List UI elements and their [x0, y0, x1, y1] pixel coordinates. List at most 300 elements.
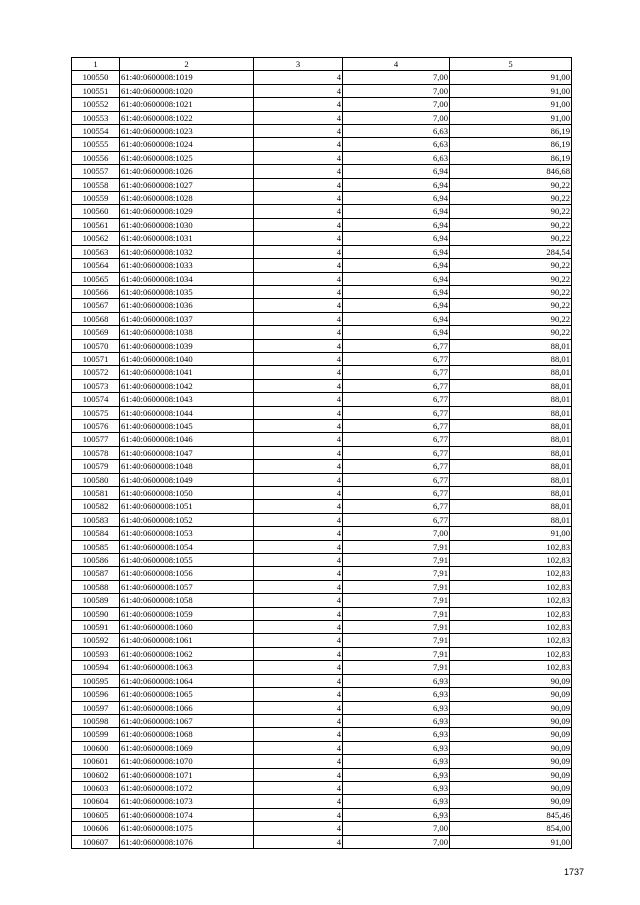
cadastral-number-cell: 61:40:0600008:1023: [120, 125, 254, 138]
table-row: [72, 352, 572, 365]
row-number-cell: 100580: [72, 473, 120, 486]
area-cell: 102,83: [450, 634, 572, 647]
value-cell: 6,93: [343, 674, 450, 687]
floor-cell: 4: [254, 634, 343, 647]
value-cell: 6,94: [343, 218, 450, 231]
floor-cell: 4: [254, 728, 343, 741]
floor-cell: 4: [254, 755, 343, 768]
floor-cell: 4: [254, 352, 343, 365]
floor-cell: 4: [254, 393, 343, 406]
area-cell: 88,01: [450, 366, 572, 379]
area-cell: 90,09: [450, 714, 572, 727]
area-cell: 88,01: [450, 513, 572, 526]
area-cell: 90,09: [450, 755, 572, 768]
floor-cell: 4: [254, 84, 343, 97]
row-number-cell: 100565: [72, 272, 120, 285]
row-number-cell: 100570: [72, 339, 120, 352]
cadastral-number-cell: 61:40:0600008:1038: [120, 326, 254, 339]
row-number-cell: 100601: [72, 755, 120, 768]
value-cell: 6,63: [343, 151, 450, 164]
table-row: [72, 192, 572, 205]
floor-cell: 4: [254, 71, 343, 84]
cadastral-number-cell: 61:40:0600008:1054: [120, 540, 254, 553]
value-cell: 7,91: [343, 607, 450, 620]
value-cell: 6,94: [343, 245, 450, 258]
floor-cell: 4: [254, 661, 343, 674]
row-number-cell: 100566: [72, 285, 120, 298]
area-cell: 90,09: [450, 781, 572, 794]
value-cell: 6,94: [343, 205, 450, 218]
cadastral-number-cell: 61:40:0600008:1068: [120, 728, 254, 741]
floor-cell: 4: [254, 674, 343, 687]
table-row: [72, 714, 572, 727]
table-row: [72, 567, 572, 580]
cadastral-number-cell: 61:40:0600008:1035: [120, 285, 254, 298]
value-cell: 6,93: [343, 688, 450, 701]
cadastral-number-cell: 61:40:0600008:1025: [120, 151, 254, 164]
cadastral-number-cell: 61:40:0600008:1075: [120, 822, 254, 835]
table-row: [72, 285, 572, 298]
floor-cell: 4: [254, 701, 343, 714]
value-cell: 6,77: [343, 460, 450, 473]
table-row: [72, 621, 572, 634]
value-cell: 6,77: [343, 500, 450, 513]
cadastral-number-cell: 61:40:0600008:1064: [120, 674, 254, 687]
row-number-cell: 100574: [72, 393, 120, 406]
value-cell: 6,77: [343, 473, 450, 486]
cadastral-number-cell: 61:40:0600008:1032: [120, 245, 254, 258]
cadastral-number-cell: 61:40:0600008:1073: [120, 795, 254, 808]
floor-cell: 4: [254, 473, 343, 486]
area-cell: 90,09: [450, 674, 572, 687]
cadastral-number-cell: 61:40:0600008:1069: [120, 741, 254, 754]
row-number-cell: 100598: [72, 714, 120, 727]
area-cell: 90,09: [450, 688, 572, 701]
value-cell: 6,93: [343, 701, 450, 714]
value-cell: 6,94: [343, 272, 450, 285]
row-number-cell: 100563: [72, 245, 120, 258]
cadastral-number-cell: 61:40:0600008:1074: [120, 808, 254, 821]
floor-cell: 4: [254, 151, 343, 164]
table-row: [72, 674, 572, 687]
table-row: [72, 339, 572, 352]
area-cell: 91,00: [450, 98, 572, 111]
cadastral-number-cell: 61:40:0600008:1039: [120, 339, 254, 352]
cadastral-number-cell: 61:40:0600008:1048: [120, 460, 254, 473]
value-cell: 6,77: [343, 393, 450, 406]
value-cell: 7,91: [343, 594, 450, 607]
table-row: [72, 701, 572, 714]
row-number-cell: 100593: [72, 647, 120, 660]
row-number-cell: 100573: [72, 379, 120, 392]
row-number-cell: 100590: [72, 607, 120, 620]
value-cell: 6,94: [343, 178, 450, 191]
floor-cell: 4: [254, 406, 343, 419]
cadastral-number-cell: 61:40:0600008:1065: [120, 688, 254, 701]
row-number-cell: 100588: [72, 580, 120, 593]
value-cell: 7,00: [343, 98, 450, 111]
row-number-cell: 100572: [72, 366, 120, 379]
value-cell: 6,94: [343, 326, 450, 339]
value-cell: 6,77: [343, 487, 450, 500]
value-cell: 6,77: [343, 419, 450, 432]
value-cell: 6,94: [343, 192, 450, 205]
cadastral-number-cell: 61:40:0600008:1062: [120, 647, 254, 660]
floor-cell: 4: [254, 232, 343, 245]
row-number-cell: 100564: [72, 259, 120, 272]
floor-cell: 4: [254, 647, 343, 660]
area-cell: 102,83: [450, 607, 572, 620]
row-number-cell: 100576: [72, 419, 120, 432]
area-cell: 90,22: [450, 259, 572, 272]
area-cell: 88,01: [450, 500, 572, 513]
area-cell: 90,22: [450, 285, 572, 298]
table-row: [72, 728, 572, 741]
table-row: [72, 647, 572, 660]
table-body: [72, 58, 572, 849]
floor-cell: 4: [254, 567, 343, 580]
value-cell: 6,93: [343, 728, 450, 741]
value-cell: 6,93: [343, 795, 450, 808]
value-cell: 6,63: [343, 125, 450, 138]
floor-cell: 4: [254, 125, 343, 138]
area-cell: 86,19: [450, 151, 572, 164]
cadastral-number-cell: 61:40:0600008:1031: [120, 232, 254, 245]
area-cell: 88,01: [450, 487, 572, 500]
floor-cell: 4: [254, 419, 343, 432]
table-row: [72, 781, 572, 794]
cadastral-number-cell: 61:40:0600008:1072: [120, 781, 254, 794]
area-cell: 90,09: [450, 701, 572, 714]
row-number-cell: 100605: [72, 808, 120, 821]
area-cell: 90,22: [450, 218, 572, 231]
area-cell: 91,00: [450, 527, 572, 540]
table-row: [72, 312, 572, 325]
floor-cell: 4: [254, 285, 343, 298]
floor-cell: 4: [254, 98, 343, 111]
area-cell: 90,22: [450, 192, 572, 205]
row-number-cell: 100550: [72, 71, 120, 84]
area-cell: 91,00: [450, 84, 572, 97]
floor-cell: 4: [254, 165, 343, 178]
row-number-cell: 100559: [72, 192, 120, 205]
row-number-cell: 100554: [72, 125, 120, 138]
area-cell: 88,01: [450, 433, 572, 446]
value-cell: 6,77: [343, 446, 450, 459]
table-row: [72, 178, 572, 191]
row-number-cell: 100602: [72, 768, 120, 781]
value-cell: 7,00: [343, 822, 450, 835]
row-number-cell: 100582: [72, 500, 120, 513]
table-row: [72, 473, 572, 486]
area-cell: 102,83: [450, 554, 572, 567]
area-cell: 102,83: [450, 647, 572, 660]
cadastral-number-cell: 61:40:0600008:1030: [120, 218, 254, 231]
area-cell: 88,01: [450, 406, 572, 419]
row-number-cell: 100557: [72, 165, 120, 178]
row-number-cell: 100587: [72, 567, 120, 580]
row-number-cell: 100597: [72, 701, 120, 714]
floor-cell: 4: [254, 178, 343, 191]
floor-cell: 4: [254, 460, 343, 473]
area-cell: 90,09: [450, 795, 572, 808]
table-row: [72, 527, 572, 540]
area-cell: 90,09: [450, 728, 572, 741]
table-row: [72, 808, 572, 821]
cadastral-number-cell: 61:40:0600008:1060: [120, 621, 254, 634]
floor-cell: 4: [254, 835, 343, 848]
table-row: [72, 71, 572, 84]
row-number-cell: 100607: [72, 835, 120, 848]
area-cell: 86,19: [450, 125, 572, 138]
row-number-cell: 100583: [72, 513, 120, 526]
table-row: [72, 138, 572, 151]
row-number-cell: 100606: [72, 822, 120, 835]
table-row: [72, 594, 572, 607]
row-number-cell: 100562: [72, 232, 120, 245]
value-cell: 6,94: [343, 165, 450, 178]
table-row: [72, 513, 572, 526]
value-cell: 6,94: [343, 232, 450, 245]
floor-cell: 4: [254, 768, 343, 781]
row-number-cell: 100553: [72, 111, 120, 124]
floor-cell: 4: [254, 487, 343, 500]
table-row: [72, 755, 572, 768]
table-row: [72, 379, 572, 392]
row-number-cell: 100569: [72, 326, 120, 339]
value-cell: 6,94: [343, 312, 450, 325]
cadastral-number-cell: 61:40:0600008:1061: [120, 634, 254, 647]
table-row: [72, 419, 572, 432]
cadastral-number-cell: 61:40:0600008:1049: [120, 473, 254, 486]
floor-cell: 4: [254, 272, 343, 285]
area-cell: 102,83: [450, 540, 572, 553]
floor-cell: 4: [254, 714, 343, 727]
cadastral-number-cell: 61:40:0600008:1050: [120, 487, 254, 500]
cadastral-number-cell: 61:40:0600008:1047: [120, 446, 254, 459]
floor-cell: 4: [254, 580, 343, 593]
row-number-cell: 100591: [72, 621, 120, 634]
cadastral-number-cell: 61:40:0600008:1055: [120, 554, 254, 567]
value-cell: 6,94: [343, 299, 450, 312]
value-cell: 6,77: [343, 406, 450, 419]
cadastral-number-cell: 61:40:0600008:1043: [120, 393, 254, 406]
value-cell: 7,91: [343, 634, 450, 647]
table-row: [72, 406, 572, 419]
table-row: [72, 822, 572, 835]
floor-cell: 4: [254, 554, 343, 567]
floor-cell: 4: [254, 433, 343, 446]
row-number-cell: 100584: [72, 527, 120, 540]
floor-cell: 4: [254, 205, 343, 218]
table-row: [72, 165, 572, 178]
table-row: [72, 634, 572, 647]
cadastral-number-cell: 61:40:0600008:1027: [120, 178, 254, 191]
table-row: [72, 98, 572, 111]
value-cell: 7,91: [343, 540, 450, 553]
value-cell: 7,91: [343, 567, 450, 580]
table-row: [72, 500, 572, 513]
area-cell: 91,00: [450, 111, 572, 124]
area-cell: 88,01: [450, 352, 572, 365]
value-cell: 7,91: [343, 621, 450, 634]
page-number: 1737: [563, 867, 584, 877]
table-row: [72, 554, 572, 567]
floor-cell: 4: [254, 299, 343, 312]
floor-cell: 4: [254, 500, 343, 513]
cadastral-number-cell: 61:40:0600008:1034: [120, 272, 254, 285]
area-cell: 846,68: [450, 165, 572, 178]
cadastral-number-cell: 61:40:0600008:1022: [120, 111, 254, 124]
table-row: [72, 272, 572, 285]
value-cell: 7,00: [343, 71, 450, 84]
floor-cell: 4: [254, 366, 343, 379]
row-number-cell: 100579: [72, 460, 120, 473]
floor-cell: 4: [254, 781, 343, 794]
area-cell: 90,22: [450, 178, 572, 191]
row-number-cell: 100568: [72, 312, 120, 325]
area-cell: 88,01: [450, 446, 572, 459]
row-number-cell: 100585: [72, 540, 120, 553]
area-cell: 88,01: [450, 339, 572, 352]
area-cell: 90,22: [450, 272, 572, 285]
value-cell: 7,91: [343, 647, 450, 660]
floor-cell: 4: [254, 795, 343, 808]
area-cell: 845,46: [450, 808, 572, 821]
row-number-cell: 100592: [72, 634, 120, 647]
area-cell: 86,19: [450, 138, 572, 151]
value-cell: 7,91: [343, 580, 450, 593]
table-row: [72, 326, 572, 339]
area-cell: 102,83: [450, 567, 572, 580]
cadastral-number-cell: 61:40:0600008:1019: [120, 71, 254, 84]
cadastral-number-cell: 61:40:0600008:1070: [120, 755, 254, 768]
row-number-cell: 100596: [72, 688, 120, 701]
area-cell: 102,83: [450, 580, 572, 593]
column-header: 1: [72, 58, 120, 71]
value-cell: 6,77: [343, 433, 450, 446]
table-row: [72, 607, 572, 620]
table-row: [72, 795, 572, 808]
cadastral-number-cell: 61:40:0600008:1053: [120, 527, 254, 540]
table-row: [72, 393, 572, 406]
value-cell: 7,91: [343, 661, 450, 674]
value-cell: 6,77: [343, 513, 450, 526]
area-cell: 90,22: [450, 299, 572, 312]
table-row: [72, 232, 572, 245]
cadastral-number-cell: 61:40:0600008:1036: [120, 299, 254, 312]
value-cell: 7,00: [343, 111, 450, 124]
cadastral-number-cell: 61:40:0600008:1057: [120, 580, 254, 593]
table-row: [72, 580, 572, 593]
floor-cell: 4: [254, 513, 343, 526]
row-number-cell: 100599: [72, 728, 120, 741]
value-cell: 6,93: [343, 741, 450, 754]
cadastral-number-cell: 61:40:0600008:1071: [120, 768, 254, 781]
floor-cell: 4: [254, 192, 343, 205]
table-row: [72, 111, 572, 124]
value-cell: 6,93: [343, 714, 450, 727]
column-header: 5: [450, 58, 572, 71]
table-row: [72, 768, 572, 781]
table-row: [72, 688, 572, 701]
floor-cell: 4: [254, 822, 343, 835]
area-cell: 102,83: [450, 661, 572, 674]
row-number-cell: 100594: [72, 661, 120, 674]
row-number-cell: 100603: [72, 781, 120, 794]
cadastral-number-cell: 61:40:0600008:1058: [120, 594, 254, 607]
cadastral-number-cell: 61:40:0600008:1021: [120, 98, 254, 111]
value-cell: 6,93: [343, 755, 450, 768]
cadastral-number-cell: 61:40:0600008:1051: [120, 500, 254, 513]
cadastral-number-cell: 61:40:0600008:1076: [120, 835, 254, 848]
row-number-cell: 100600: [72, 741, 120, 754]
row-number-cell: 100567: [72, 299, 120, 312]
floor-cell: 4: [254, 808, 343, 821]
value-cell: 6,77: [343, 352, 450, 365]
cadastral-number-cell: 61:40:0600008:1029: [120, 205, 254, 218]
area-cell: 88,01: [450, 419, 572, 432]
cadastral-number-cell: 61:40:0600008:1067: [120, 714, 254, 727]
floor-cell: 4: [254, 312, 343, 325]
data-table: [71, 57, 572, 849]
cadastral-number-cell: 61:40:0600008:1024: [120, 138, 254, 151]
table-row: [72, 366, 572, 379]
table-row: [72, 218, 572, 231]
row-number-cell: 100595: [72, 674, 120, 687]
floor-cell: 4: [254, 446, 343, 459]
cadastral-number-cell: 61:40:0600008:1056: [120, 567, 254, 580]
row-number-cell: 100551: [72, 84, 120, 97]
area-cell: 90,22: [450, 232, 572, 245]
column-header: 3: [254, 58, 343, 71]
area-cell: 284,54: [450, 245, 572, 258]
cadastral-number-cell: 61:40:0600008:1040: [120, 352, 254, 365]
area-cell: 102,83: [450, 621, 572, 634]
table-row: [72, 125, 572, 138]
cadastral-number-cell: 61:40:0600008:1052: [120, 513, 254, 526]
cadastral-number-cell: 61:40:0600008:1042: [120, 379, 254, 392]
value-cell: 7,00: [343, 527, 450, 540]
row-number-cell: 100555: [72, 138, 120, 151]
area-cell: 88,01: [450, 473, 572, 486]
cadastral-number-cell: 61:40:0600008:1033: [120, 259, 254, 272]
table-row: [72, 299, 572, 312]
floor-cell: 4: [254, 111, 343, 124]
floor-cell: 4: [254, 607, 343, 620]
cadastral-number-cell: 61:40:0600008:1020: [120, 84, 254, 97]
table-row: [72, 446, 572, 459]
column-header: 2: [120, 58, 254, 71]
table-row: [72, 151, 572, 164]
floor-cell: 4: [254, 339, 343, 352]
value-cell: 7,00: [343, 835, 450, 848]
floor-cell: 4: [254, 218, 343, 231]
table-row: [72, 205, 572, 218]
row-number-cell: 100552: [72, 98, 120, 111]
cadastral-number-cell: 61:40:0600008:1063: [120, 661, 254, 674]
row-number-cell: 100586: [72, 554, 120, 567]
area-cell: 90,09: [450, 768, 572, 781]
value-cell: 6,93: [343, 768, 450, 781]
value-cell: 7,91: [343, 554, 450, 567]
area-cell: 90,09: [450, 741, 572, 754]
value-cell: 6,93: [343, 808, 450, 821]
row-number-cell: 100578: [72, 446, 120, 459]
floor-cell: 4: [254, 688, 343, 701]
table-row: [72, 540, 572, 553]
value-cell: 6,94: [343, 259, 450, 272]
